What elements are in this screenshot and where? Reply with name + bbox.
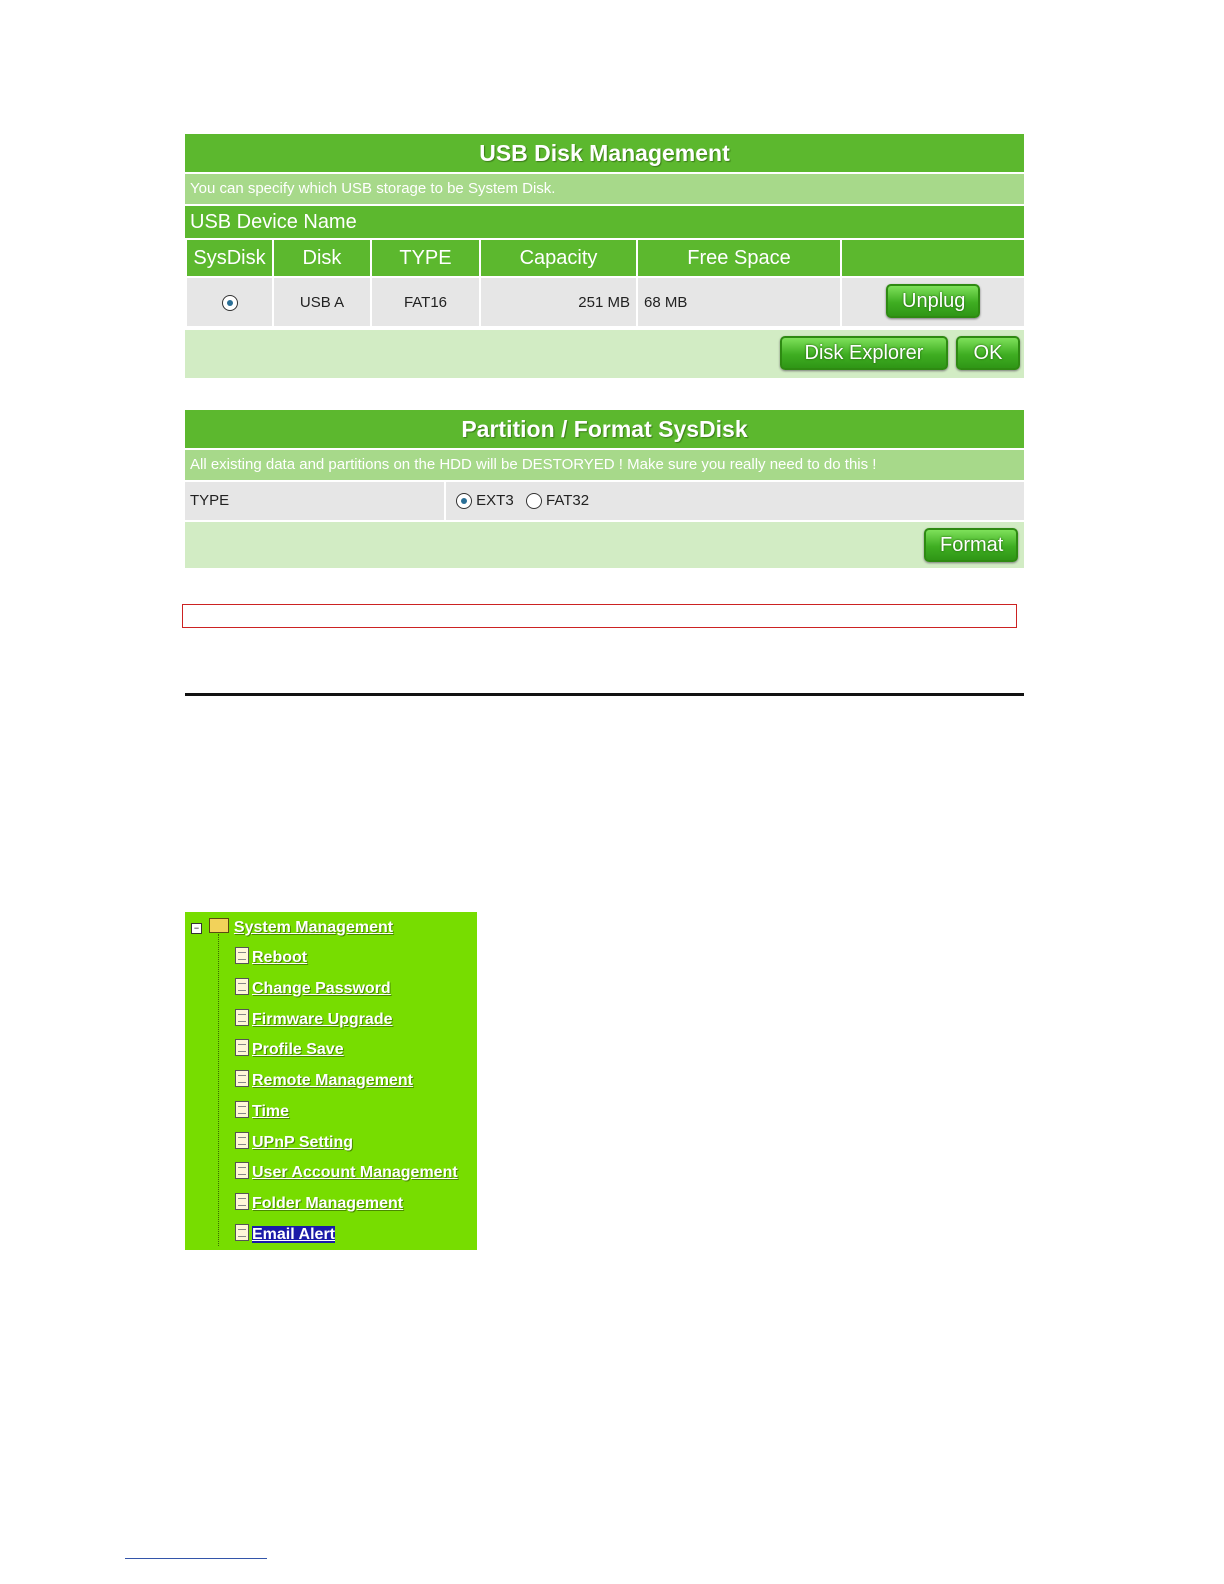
capacity-cell: 251 MB <box>480 277 637 327</box>
sysdisk-radio[interactable] <box>222 295 238 311</box>
tree-item-label[interactable]: Email Alert <box>252 1226 335 1243</box>
column-header-capacity: Capacity <box>480 239 637 277</box>
tree-item-label[interactable]: Firmware Upgrade <box>252 1011 393 1028</box>
usb-disk-management-panel <box>185 134 1024 378</box>
tree-root[interactable] <box>191 915 393 941</box>
type-cell: FAT16 <box>371 277 480 327</box>
format-button[interactable]: Format <box>924 528 1018 562</box>
tree-item-firmware-upgrade[interactable] <box>235 1007 392 1033</box>
format-panel-footer <box>185 520 1024 568</box>
column-header-sysdisk: SysDisk <box>186 239 273 277</box>
column-header-free-space: Free Space <box>637 239 841 277</box>
tree-item-label[interactable]: Profile Save <box>252 1041 344 1058</box>
document-icon <box>235 947 249 964</box>
fat32-label: FAT32 <box>546 492 590 509</box>
tree-root-label[interactable]: System Management <box>233 919 394 936</box>
divider <box>185 693 1024 696</box>
disk-cell: USB A <box>273 277 371 327</box>
usb-device-name-label: USB Device Name <box>185 204 1024 238</box>
ext3-radio[interactable] <box>456 493 472 509</box>
tree-item-label[interactable]: UPnP Setting <box>252 1134 354 1151</box>
table-row <box>186 277 1025 327</box>
fat32-radio[interactable] <box>526 493 542 509</box>
tree-item-label[interactable]: Time <box>252 1103 290 1120</box>
type-row <box>185 480 1024 520</box>
tree-item-profile-save[interactable] <box>235 1037 344 1063</box>
disk-explorer-button[interactable]: Disk Explorer <box>780 336 948 370</box>
ok-button[interactable]: OK <box>956 336 1020 370</box>
document-icon <box>235 1162 249 1179</box>
document-icon <box>235 1132 249 1149</box>
panel-title: USB Disk Management <box>185 134 1024 172</box>
document-icon <box>235 1193 249 1210</box>
column-header-type: TYPE <box>371 239 480 277</box>
document-icon <box>235 1009 249 1026</box>
tree-item-email-alert[interactable] <box>235 1222 335 1248</box>
panel-note: You can specify which USB storage to be System Disk. <box>185 172 1024 204</box>
usb-panel-footer <box>185 328 1024 378</box>
tree-item-label[interactable]: User Account Management <box>252 1164 458 1181</box>
sysdisk-cell <box>186 277 273 327</box>
tree-item-reboot[interactable] <box>235 945 307 971</box>
tree-item-remote-management[interactable] <box>235 1068 413 1094</box>
usb-disk-table <box>185 238 1026 328</box>
document-icon <box>235 1224 249 1241</box>
column-header-disk: Disk <box>273 239 371 277</box>
document-icon <box>235 1070 249 1087</box>
tree-item-label[interactable]: Folder Management <box>252 1195 404 1212</box>
tree-item-change-password[interactable] <box>235 976 391 1002</box>
ext3-label: EXT3 <box>476 492 514 509</box>
column-header-action <box>841 239 1025 277</box>
highlight-box <box>182 604 1017 628</box>
tree-connector-line <box>218 934 219 1246</box>
type-label: TYPE <box>185 482 446 520</box>
tree-item-upnp-setting[interactable] <box>235 1130 353 1156</box>
document-icon <box>235 1101 249 1118</box>
document-icon <box>235 978 249 995</box>
unplug-button[interactable]: Unplug <box>886 284 980 318</box>
collapse-icon[interactable]: − <box>191 923 202 934</box>
footnote-rule <box>125 1558 267 1559</box>
tree-item-folder-management[interactable] <box>235 1191 403 1217</box>
format-warning: All existing data and partitions on the HDD will be DESTORYED ! Make sure you really need to do this ! <box>185 448 1024 480</box>
free-space-cell: 68 MB <box>637 277 841 327</box>
partition-format-panel <box>185 410 1024 568</box>
panel-title: Partition / Format SysDisk <box>185 410 1024 448</box>
action-cell <box>841 277 1025 327</box>
folder-icon <box>209 918 229 933</box>
tree-item-time[interactable] <box>235 1099 289 1125</box>
table-header-row <box>186 239 1025 277</box>
tree-item-label[interactable]: Change Password <box>252 980 391 997</box>
navigation-tree <box>185 912 477 1250</box>
tree-item-user-account-management[interactable] <box>235 1160 458 1186</box>
tree-item-label[interactable]: Remote Management <box>252 1072 413 1089</box>
type-options <box>446 482 1024 520</box>
document-icon <box>235 1039 249 1056</box>
tree-item-label[interactable]: Reboot <box>252 949 308 966</box>
